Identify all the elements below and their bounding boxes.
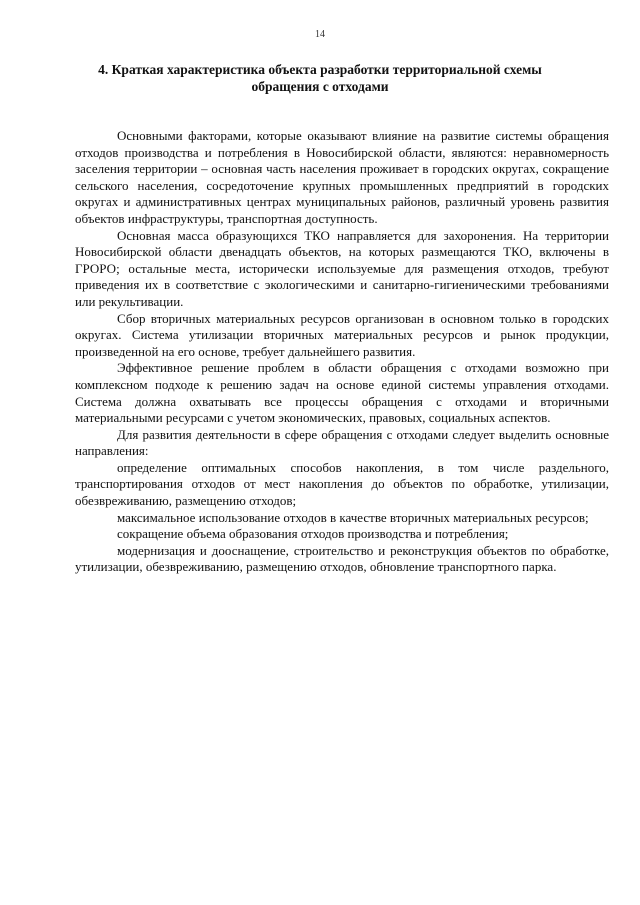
direction-item-reduction: сокращение объема образования отходов производства и потребления; — [117, 526, 509, 542]
paragraph-effective-solution: Эффективное решение проблем в области обращения с отходами возможно при комплексном подходе к решению задач на основе единой системы управления отходами. Система должна охватывать все процессы обращения с отходами и вторичными материальными ресурсами с учетом экономических, правовых, социальных аспектов. — [75, 360, 609, 426]
page-number: 14 — [315, 29, 325, 40]
paragraph-tko-disposal: Основная масса образующихся ТКО направляется для захоронения. На территории Новосибирской области двенадцать объектов, на которых размещаются ТКО, включены в ГРОРО; остальные места, исторически используемые для размещения отходов, требуют приведения их в соответствие с экологическими и санитарно-гигиеническими требованиями или рекультивации. — [75, 227, 609, 309]
direction-item-modernization: модернизация и дооснащение, строительство и реконструкция объектов по обработке, утилизации, обезвреживанию, размещению отходов, обновление транспортного парка. — [75, 542, 609, 575]
section-heading-line-2: обращения с отходами — [251, 79, 389, 94]
paragraph-secondary-resources: Сбор вторичных материальных ресурсов организован в основном только в городских округах. Система утилизации вторичных материальных ресурсов и рынок продукции, произведенной на его основе, требует дальнейшего развития. — [75, 310, 609, 359]
body-text — [75, 128, 609, 576]
section-heading — [75, 61, 565, 95]
paragraph-factors: Основными факторами, которые оказывают влияние на развитие системы обращения отходов производства и потребления в Новосибирской области, являются: неравномерность заселения территории – основная часть населения проживает в городских округах, сокращение сельского населения, сосредоточение крупных промышленных предприятий в городских округах и административных центрах муниципальных районов, различный уровень развития объектов инфраструктуры, транспортная доступность. — [75, 128, 609, 226]
section-heading-line-1: 4. Краткая характеристика объекта разработки территориальной схемы — [98, 62, 542, 77]
direction-item-accumulation: определение оптимальных способов накопления, в том числе раздельного, транспортирования отходов от мест накопления до объектов по обработке, утилизации, обезвреживанию, размещению отходов; — [75, 459, 609, 509]
direction-item-recycling: максимальное использование отходов в качестве вторичных материальных ресурсов; — [117, 509, 589, 525]
paragraph-main-directions: Для развития деятельности в сфере обращения с отходами следует выделить основные направления: — [75, 426, 609, 459]
